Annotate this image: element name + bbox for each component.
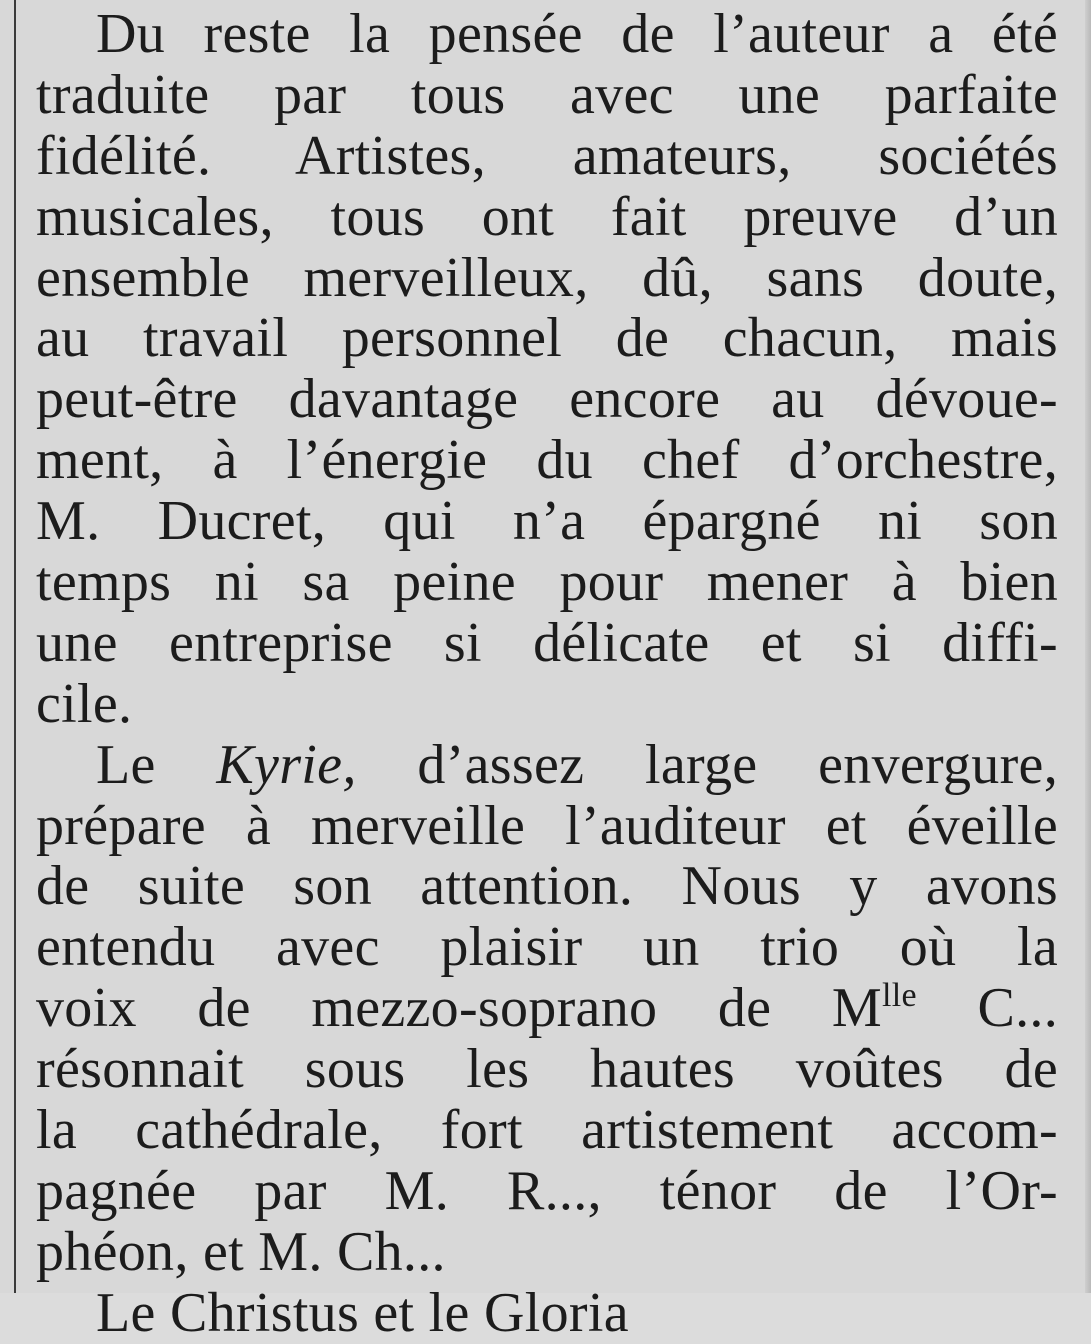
text-line: de suite son attention. Nous y avons <box>36 855 1058 918</box>
text-line: résonnait sous les hautes voûtes de <box>36 1038 1058 1101</box>
text-segment: d’assez large envergure, <box>356 733 1058 796</box>
article-text <box>36 0 1058 1344</box>
text-line: une entreprise si délicate et si diffi- <box>36 611 1058 674</box>
text-line: temps ni sa peine pour mener à bien <box>36 551 1058 614</box>
text-line: M. Ducret, qui n’a épargné ni son <box>36 490 1058 553</box>
text-line: la cathédrale, fort artistement accom- <box>36 1099 1058 1162</box>
text-line: ensemble merveilleux, dû, sans doute, <box>36 246 1058 309</box>
text-line <box>36 978 1058 1039</box>
page-edge <box>1085 0 1091 1293</box>
text-line: fidélité. Artistes, amateurs, sociétés <box>36 124 1058 187</box>
column-rule <box>14 0 16 1293</box>
text-line: Du reste la pensée de l’auteur a été <box>96 3 1058 65</box>
partial-text-line: Le Christus et le Gloria <box>96 1281 629 1344</box>
text-segment: voix de mezzo-soprano de M <box>36 977 882 1040</box>
text-line <box>36 735 1058 796</box>
text-segment: C... <box>916 977 1058 1040</box>
text-line: peut-être davantage encore au dévoue- <box>36 368 1058 431</box>
text-line: musicales, tous ont fait preuve d’un <box>36 185 1058 248</box>
text-line: prépare à merveille l’auditeur et éveille <box>36 794 1058 857</box>
text-line: ment, à l’énergie du chef d’orchestre, <box>36 429 1058 492</box>
text-line: au travail personnel de chacun, mais <box>36 307 1058 370</box>
superscript: lle <box>881 977 917 1015</box>
text-segment: Le <box>96 733 217 796</box>
text-line: traduite par tous avec une parfaite <box>36 63 1058 126</box>
text-line: phéon, et M. Ch... <box>36 1220 446 1283</box>
italic-title: Kyrie, <box>216 733 357 796</box>
text-line: entendu avec plaisir un trio où la <box>36 916 1058 979</box>
text-line: pagnée par M. R..., ténor de l’Or- <box>36 1159 1058 1222</box>
text-line: cile. <box>36 672 133 735</box>
